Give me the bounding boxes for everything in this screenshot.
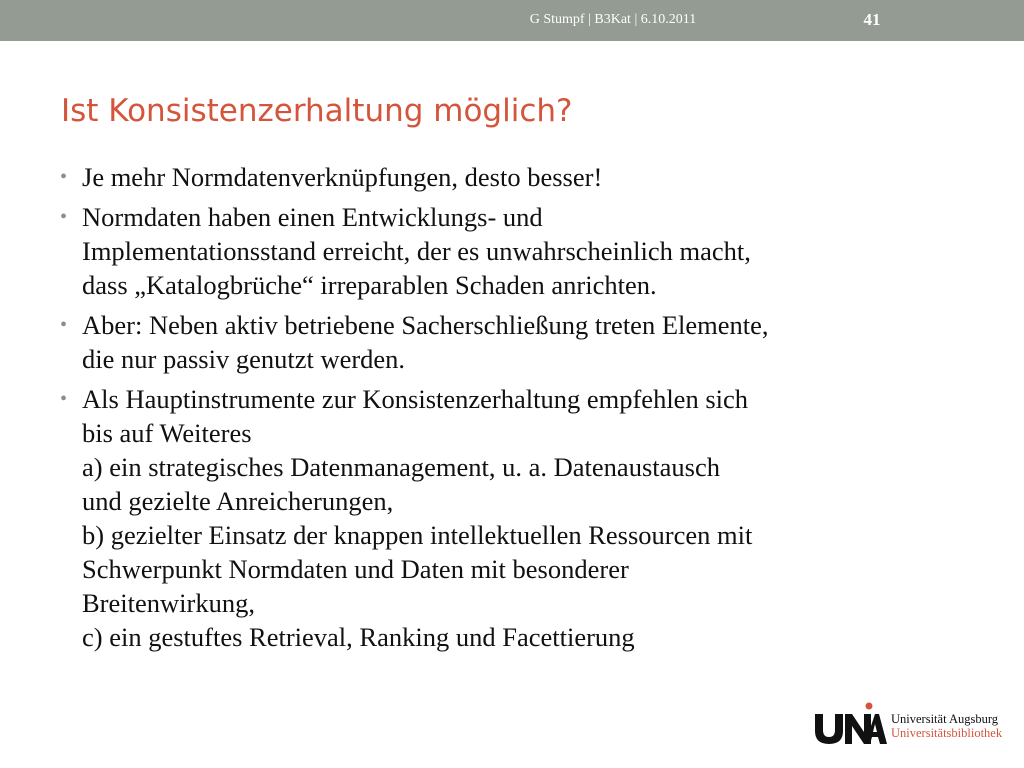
bullet-list [58, 160, 998, 660]
footer-text: G Stumpf | B3Kat | 6.10.2011 [529, 12, 697, 27]
bullet-line: bis auf Weiteres [82, 418, 252, 448]
bullet-line: b) gezielter Einsatz der knappen intellektuellen Ressourcen mit [82, 520, 753, 550]
bullet-line: Breitenwirkung, [82, 588, 255, 618]
bullet-item [58, 382, 998, 654]
bullet-line: Schwerpunkt Normdaten und Daten mit besonderer [82, 554, 629, 584]
bullet-line: • Aber: Neben aktiv betriebene Sacherschließung treten Elemente, [82, 310, 769, 340]
page-number: 41 [863, 10, 881, 29]
logo-text-university: Universität Augsburg [891, 712, 999, 726]
bullet-item [58, 200, 998, 302]
bullet-line: die nur passiv genutzt werden. [82, 344, 406, 374]
university-logo [813, 700, 1013, 750]
bullet-line: dass „Katalogbrüche“ irreparablen Schaden anrichten. [82, 270, 657, 300]
bullet-item [58, 160, 998, 194]
bullet-line: • Als Hauptinstrumente zur Konsistenzerhaltung empfehlen sich [82, 384, 749, 414]
slide-title: Ist Konsistenzerhaltung möglich? [61, 93, 573, 129]
uni-augsburg-logo-icon [813, 700, 887, 746]
logo-text-library: Universitätsbibliothek [891, 726, 1003, 740]
bullet-line: • Je mehr Normdatenverknüpfungen, desto besser! [82, 162, 603, 192]
bullet-line: • Normdaten haben einen Entwicklungs- und [82, 202, 543, 232]
bullet-line: c) ein gestuftes Retrieval, Ranking und Facettierung [82, 622, 635, 652]
bullet-line: Implementationsstand erreicht, der es unwahrscheinlich macht, [82, 236, 751, 266]
bullet-item [58, 308, 998, 376]
header-bar [0, 0, 1024, 41]
bullet-line: und gezielte Anreicherungen, [82, 486, 394, 516]
bullet-line: a) ein strategisches Datenmanagement, u. a. Datenaustausch [82, 452, 720, 482]
